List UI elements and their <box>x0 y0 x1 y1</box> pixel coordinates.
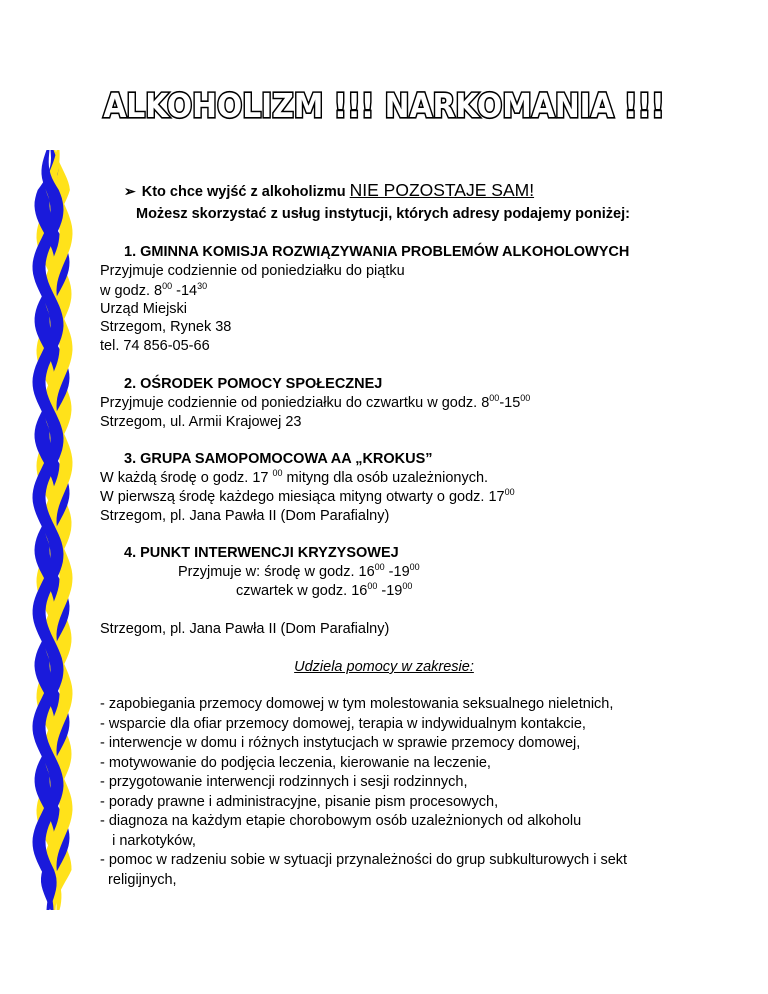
intro-line-2: Możesz skorzystać z usług instytucji, których adresy podajemy poniżej: <box>136 206 630 222</box>
section-1-line-5: tel. 74 856-05-66 <box>100 338 210 354</box>
wave-ribbon-decoration <box>28 150 84 910</box>
intro-emphasis: NIE POZOSTAJE SAM! <box>349 180 535 200</box>
page-title: ALKOHOLIZM !!! NARKOMANIA !!! <box>103 86 665 125</box>
help-list-item: - porady prawne i administracyjne, pisanie pism procesowych, <box>100 793 499 810</box>
section-3-heading: 3. GRUPA SAMOPOMOCOWA AA „KROKUS” <box>124 451 433 467</box>
section-3-line-1: W każdą środę o godz. 17 $^{00}$ mityng dla osób uzależnionych. <box>100 468 489 486</box>
section-1-line-1: Przyjmuje codziennie od poniedziałku do piątku <box>100 263 405 279</box>
help-list-item: - motywowanie do podjęcia leczenia, kierowanie na leczenie, <box>100 754 491 771</box>
help-list-item: - diagnoza na każdym etapie chorobowym osób uzależnionych od alkoholu <box>100 813 582 829</box>
section-3-line-2: W pierwszą środę każdego miesiąca mityng otwarty o godz. $17^{00}$ <box>100 487 515 505</box>
section-4-heading: 4. PUNKT INTERWENCJI KRYZYSOWEJ <box>124 545 399 561</box>
help-list-item: - zapobiegania przemocy domowej w tym molestowania seksualnego nieletnich, <box>100 696 614 712</box>
help-list-item: - wsparcie dla ofiar przemocy domowej, terapia w indywidualnym kontakcie, <box>100 715 586 732</box>
section-1-hours: w godz. $8^{00}$ $-14^{30}$ <box>100 281 208 299</box>
intro-line-1 <box>124 181 534 202</box>
section-1-heading: 1. GMINNA KOMISJA ROZWIĄZYWANIA PROBLEMÓW ALKOHOLOWYCH <box>124 244 630 260</box>
section-2-line-2: Strzegom, ul. Armii Krajowej 23 <box>100 414 302 430</box>
section-3-line-3: Strzegom, pl. Jana Pawła II (Dom Parafialny) <box>100 508 390 524</box>
help-list-item: religijnych, <box>100 871 177 888</box>
arrowhead-bullet-icon: ➢ <box>124 183 136 199</box>
section-4-hours-1: Przyjmuje w: środę w godz. $16^{00}$ $-19^{00}$ <box>178 562 420 580</box>
section-2-heading: 2. OŚRODEK POMOCY SPOŁECZNEJ <box>124 376 383 392</box>
help-list-item: - przygotowanie interwencji rodzinnych i sesji rodzinnych, <box>100 774 468 790</box>
help-list <box>100 695 627 890</box>
help-list-item: i narkotyków, <box>100 832 196 849</box>
section-1-line-3: Urząd Miejski <box>100 301 188 317</box>
section-4-address: Strzegom, pl. Jana Pawła II (Dom Parafialny) <box>100 621 390 637</box>
help-list-item: - pomoc w radzeniu sobie w sytuacji przynależności do grup subkulturowych i sekt <box>100 852 628 868</box>
help-heading: Udziela pomocy w zakresie: <box>294 659 474 675</box>
section-2-line-1: Przyjmuje codziennie od poniedziałku do czwartku w godz. $8^{00}-15^{00}$ <box>100 393 531 411</box>
section-4-hours-2: czwartek w godz. $16^{00}$ $-19^{00}$ <box>236 581 413 599</box>
help-heading-wrap <box>0 658 768 676</box>
help-list-item: - interwencje w domu i różnych instytucjach w sprawie przemocy domowej, <box>100 735 581 751</box>
intro-text: Kto chce wyjść z alkoholizmu <box>141 184 346 200</box>
section-1-line-4: Strzegom, Rynek 38 <box>100 319 232 335</box>
